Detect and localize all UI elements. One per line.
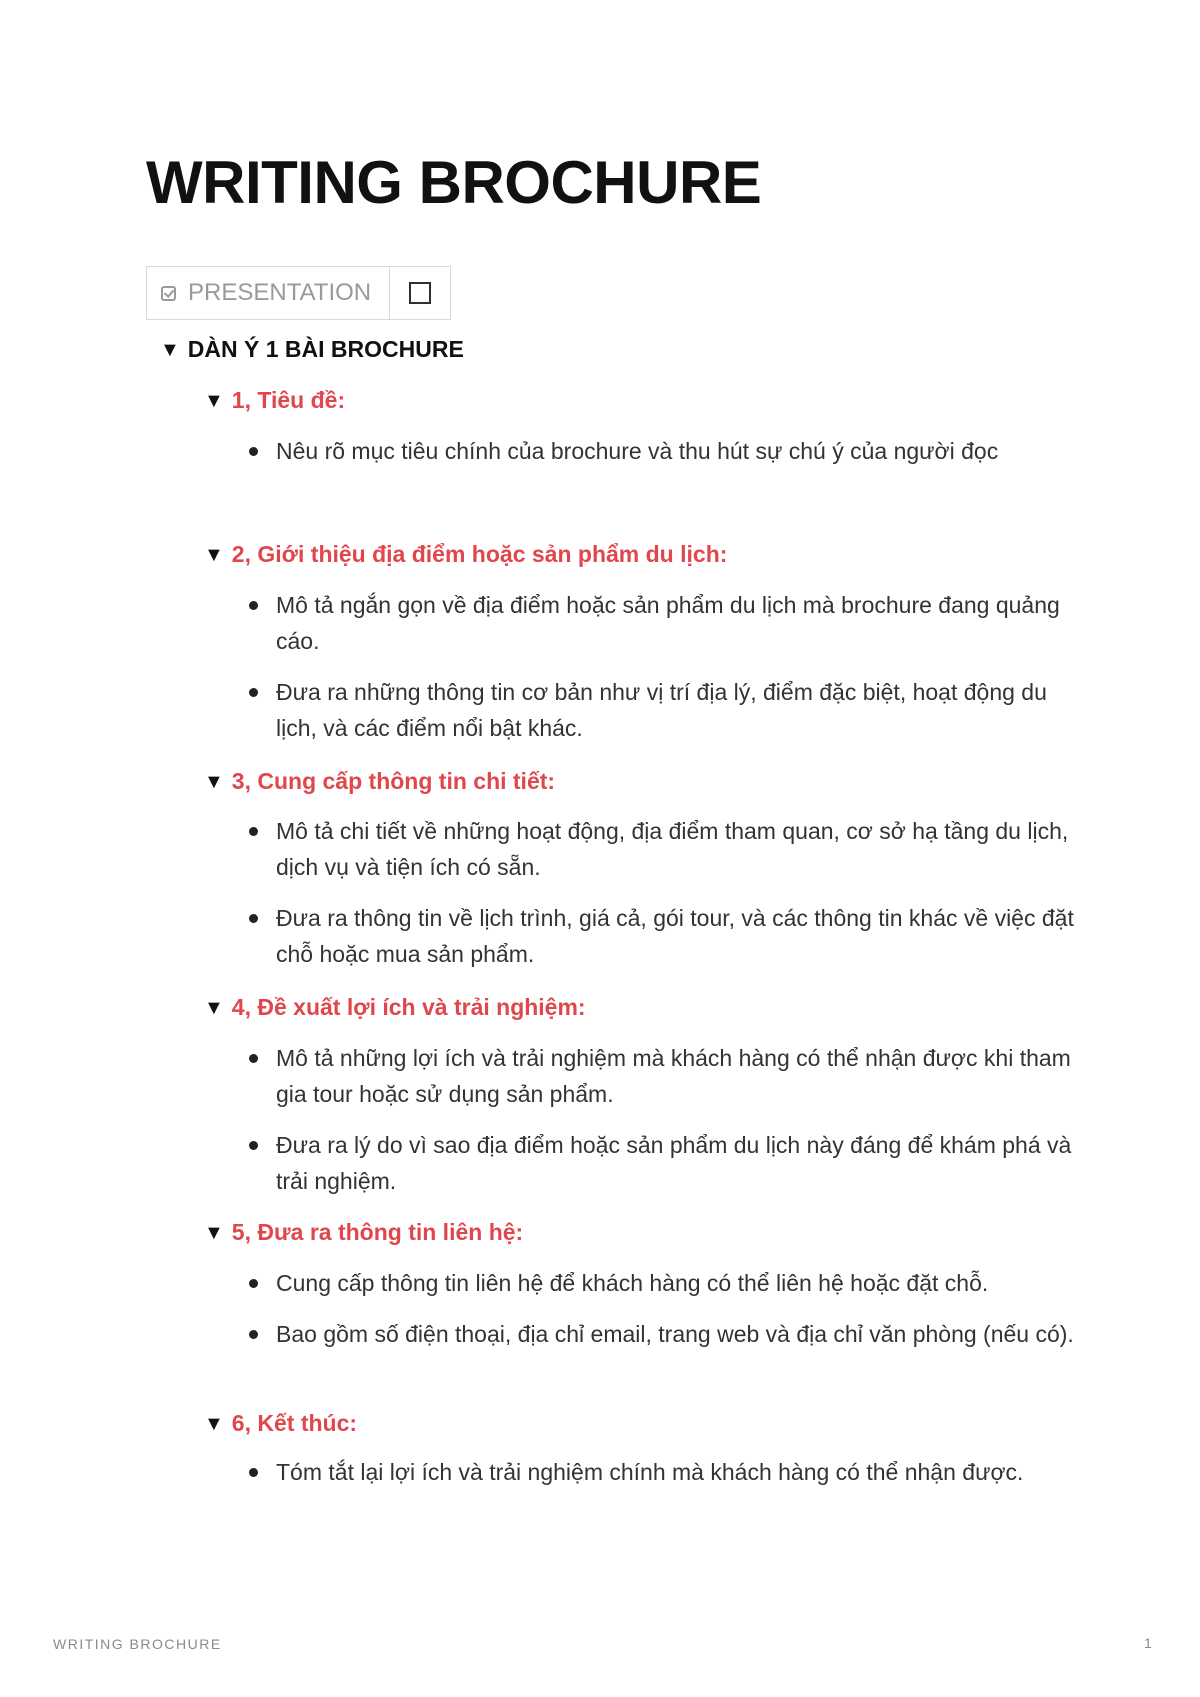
section-toggle[interactable] <box>204 543 727 566</box>
toggle-triangle-icon[interactable]: ▼ <box>204 1221 224 1244</box>
section-heading: 1, Tiêu đề: <box>231 387 346 413</box>
toggle-triangle-icon[interactable]: ▼ <box>204 543 224 566</box>
list-item: Đưa ra thông tin về lịch trình, giá cả, gói tour, và các thông tin khác về việc đặt chỗ hoặc mua sản phẩm. <box>276 900 1076 972</box>
section-heading: 4, Đề xuất lợi ích và trải nghiệm: <box>231 994 586 1020</box>
section-toggle[interactable] <box>204 1221 523 1244</box>
presentation-checkbox[interactable] <box>409 282 431 304</box>
toggle-triangle-icon[interactable]: ▼ <box>204 996 224 1019</box>
bullet-list <box>276 1454 1076 1505</box>
section-toggle[interactable] <box>204 770 555 793</box>
page-number: 1 <box>1144 1635 1152 1651</box>
bullet-list <box>276 587 1076 761</box>
section-heading: 6, Kết thúc: <box>231 1410 358 1436</box>
bullet-list <box>276 433 1076 484</box>
bullet-list <box>276 1265 1076 1367</box>
list-item: Mô tả ngắn gọn về địa điểm hoặc sản phẩm du lịch mà brochure đang quảng cáo. <box>276 587 1076 659</box>
list-item: Đưa ra những thông tin cơ bản như vị trí địa lý, điểm đặc biệt, hoạt động du lịch, và các điểm nổi bật khác. <box>276 674 1076 746</box>
toggle-triangle-icon[interactable]: ▼ <box>204 1412 224 1435</box>
outline-heading: DÀN Ý 1 BÀI BROCHURE <box>187 336 464 362</box>
toggle-triangle-icon[interactable]: ▼ <box>204 389 224 412</box>
section-heading: 2, Giới thiệu địa điểm hoặc sản phẩm du lịch: <box>231 541 728 567</box>
section-toggle[interactable] <box>204 1412 357 1435</box>
bullet-list <box>276 1040 1076 1214</box>
outline-toggle[interactable] <box>160 338 464 361</box>
section-heading: 5, Đưa ra thông tin liên hệ: <box>231 1219 524 1245</box>
section-toggle[interactable] <box>204 389 345 412</box>
toggle-triangle-icon[interactable]: ▼ <box>160 338 180 361</box>
toggle-triangle-icon[interactable]: ▼ <box>204 770 224 793</box>
list-item: Mô tả chi tiết về những hoạt động, địa điểm tham quan, cơ sở hạ tầng du lịch, dịch vụ và tiện ích có sẵn. <box>276 813 1076 885</box>
list-item: Cung cấp thông tin liên hệ để khách hàng có thể liên hệ hoặc đặt chỗ. <box>276 1265 1076 1301</box>
bullet-list <box>276 813 1076 987</box>
property-row <box>146 266 451 320</box>
property-value <box>390 267 450 319</box>
footer-title: WRITING BROCHURE <box>53 1636 222 1652</box>
section-toggle[interactable] <box>204 996 586 1019</box>
list-item: Nêu rõ mục tiêu chính của brochure và thu hút sự chú ý của người đọc <box>276 433 1076 469</box>
section-heading: 3, Cung cấp thông tin chi tiết: <box>231 768 556 794</box>
property-label: PRESENTATION <box>188 279 372 306</box>
list-item: Mô tả những lợi ích và trải nghiệm mà khách hàng có thể nhận được khi tham gia tour hoặc sử dụng sản phẩm. <box>276 1040 1076 1112</box>
property-name <box>147 267 390 319</box>
list-item: Bao gồm số điện thoại, địa chỉ email, trang web và địa chỉ văn phòng (nếu có). <box>276 1316 1076 1352</box>
page-title: WRITING BROCHURE <box>146 149 762 216</box>
list-item: Tóm tắt lại lợi ích và trải nghiệm chính mà khách hàng có thể nhận được. <box>276 1454 1076 1490</box>
checkbox-property-icon <box>161 286 176 301</box>
list-item: Đưa ra lý do vì sao địa điểm hoặc sản phẩm du lịch này đáng để khám phá và trải nghiệm. <box>276 1127 1076 1199</box>
